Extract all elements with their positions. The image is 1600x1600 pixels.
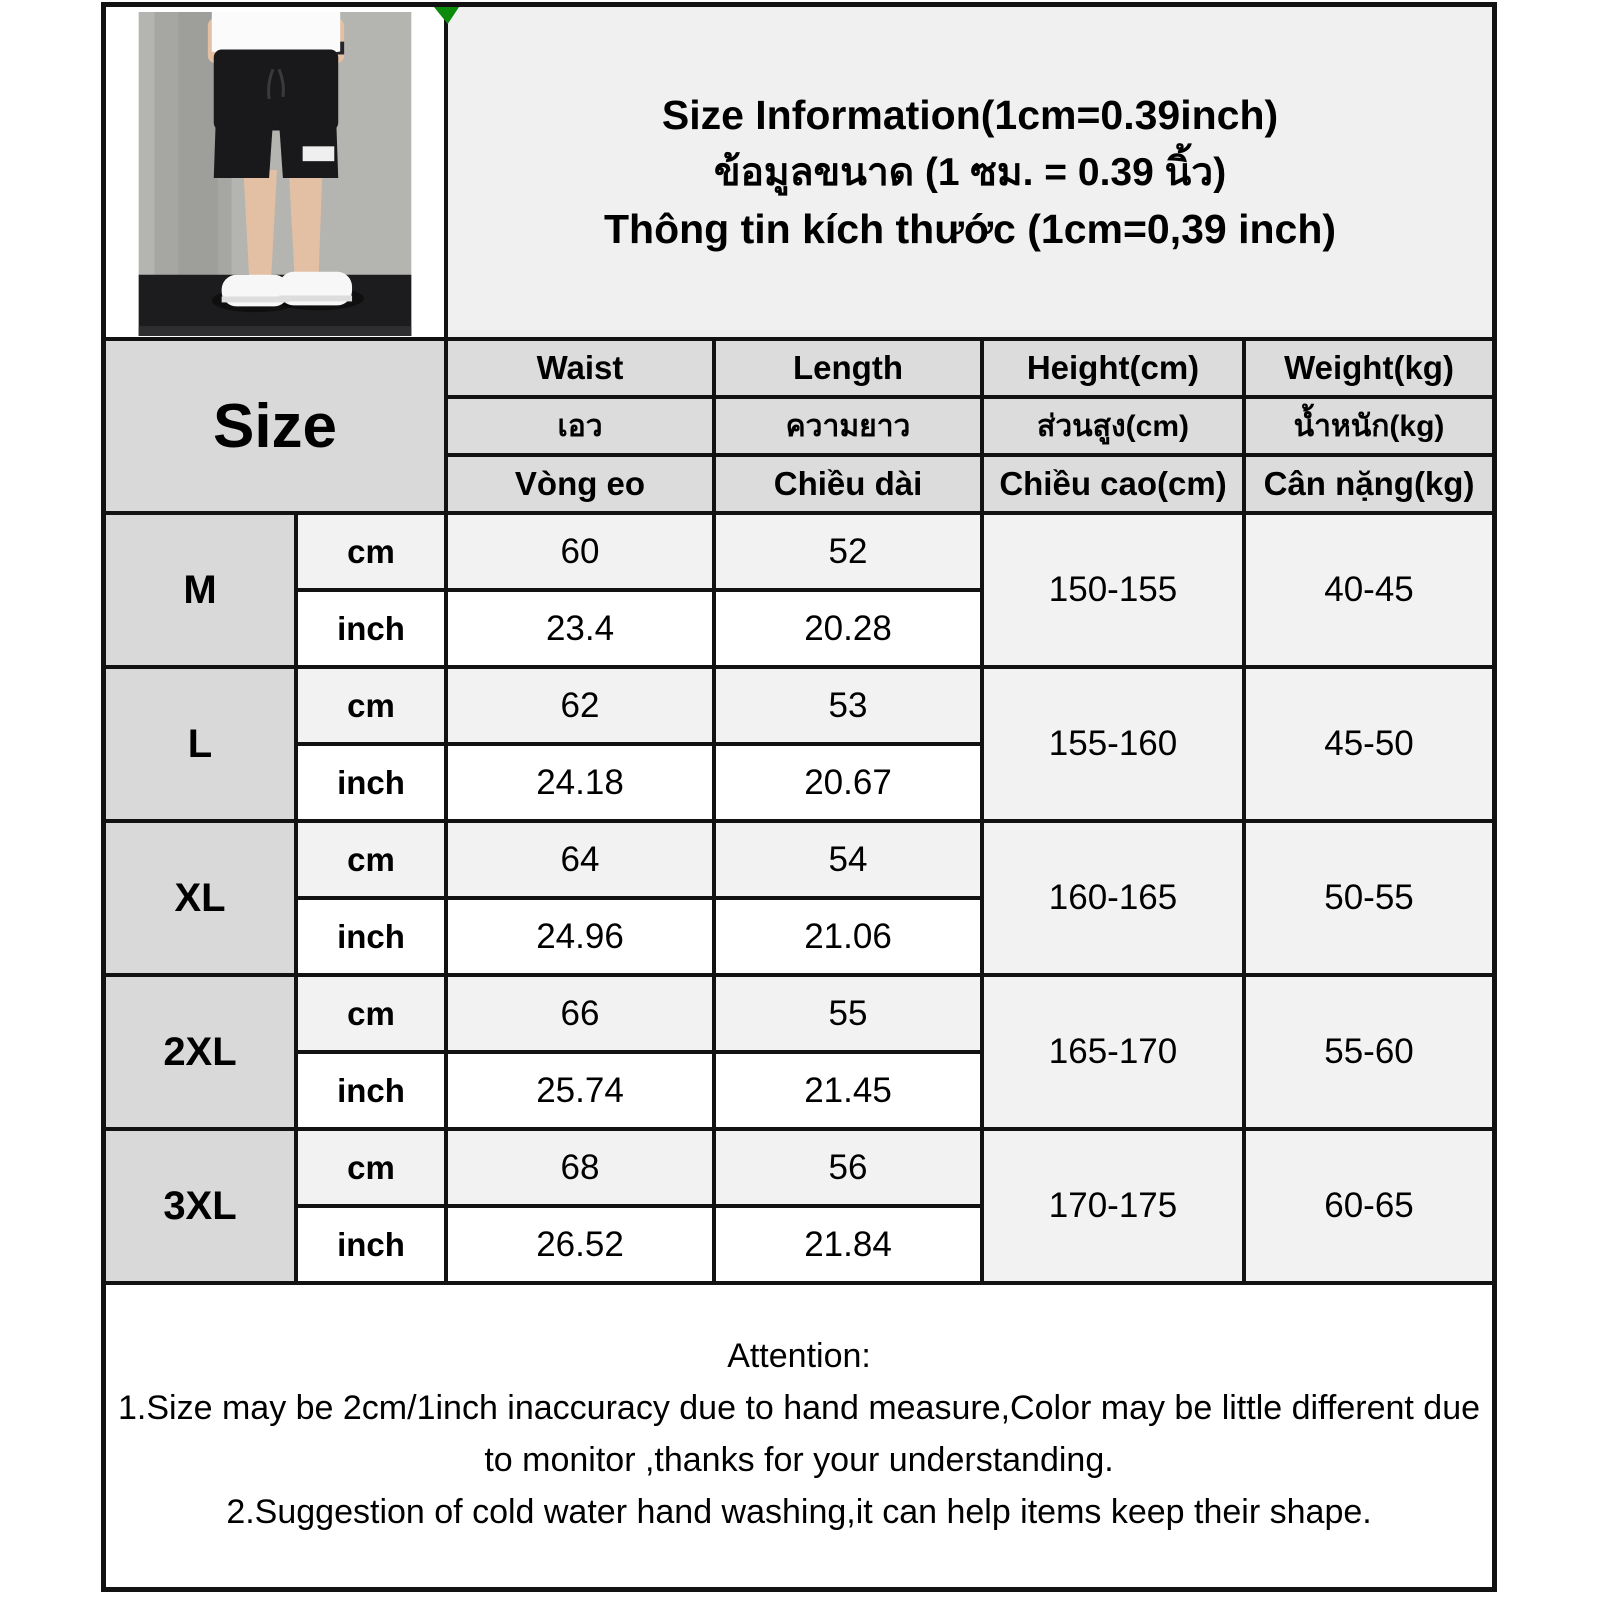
unit-inch: inch xyxy=(296,898,446,975)
attention-note-2: 2.Suggestion of cold water hand washing,it can help items keep their shape. xyxy=(226,1493,1372,1531)
waist-cm-value: 62 xyxy=(446,667,714,744)
unit-cm: cm xyxy=(296,975,446,1052)
weight-range-value: 45-50 xyxy=(1244,667,1492,821)
waist-header-th: เอว xyxy=(446,397,714,455)
attention-notes xyxy=(106,1283,1492,1583)
table-row-3xl-cm xyxy=(106,1129,1492,1206)
size-chart-sheet xyxy=(101,2,1497,1592)
length-inch-value: 20.28 xyxy=(714,590,982,667)
length-cm-value: 55 xyxy=(714,975,982,1052)
attention-heading: Attention: xyxy=(727,1337,871,1375)
header-row-english xyxy=(106,339,1492,397)
top-section xyxy=(106,7,1492,339)
weight-range-value: 60-65 xyxy=(1244,1129,1492,1283)
weight-header-vi: Cân nặng(kg) xyxy=(1244,455,1492,513)
waist-inch-value: 26.52 xyxy=(446,1206,714,1283)
length-header-vi: Chiều dài xyxy=(714,455,982,513)
height-range-value: 170-175 xyxy=(982,1129,1244,1283)
length-cm-value: 56 xyxy=(714,1129,982,1206)
table-row-xl-cm xyxy=(106,821,1492,898)
unit-inch: inch xyxy=(296,1206,446,1283)
title-vietnamese: Thông tin kích thước (1cm=0,39 inch) xyxy=(604,205,1337,252)
product-photo-cell xyxy=(106,7,446,339)
waist-cm-value: 64 xyxy=(446,821,714,898)
length-cm-value: 52 xyxy=(714,513,982,590)
waist-inch-value: 24.18 xyxy=(446,744,714,821)
weight-header-en: Weight(kg) xyxy=(1244,339,1492,397)
height-range-value: 160-165 xyxy=(982,821,1244,975)
size-label-l: L xyxy=(106,667,296,821)
height-header-en: Height(cm) xyxy=(982,339,1244,397)
table-row-m-cm xyxy=(106,513,1492,590)
height-range-value: 155-160 xyxy=(982,667,1244,821)
product-photo xyxy=(137,12,413,336)
weight-range-value: 40-45 xyxy=(1244,513,1492,667)
length-cm-value: 53 xyxy=(714,667,982,744)
weight-range-value: 55-60 xyxy=(1244,975,1492,1129)
title-block xyxy=(446,7,1492,339)
length-inch-value: 21.84 xyxy=(714,1206,982,1283)
length-inch-value: 21.45 xyxy=(714,1052,982,1129)
unit-cm: cm xyxy=(296,1129,446,1206)
waist-cm-value: 68 xyxy=(446,1129,714,1206)
unit-cm: cm xyxy=(296,513,446,590)
unit-cm: cm xyxy=(296,821,446,898)
waist-inch-value: 25.74 xyxy=(446,1052,714,1129)
size-corner-header: Size xyxy=(106,339,446,513)
attention-section xyxy=(106,1283,1492,1583)
length-cm-value: 54 xyxy=(714,821,982,898)
size-label-2xl: 2XL xyxy=(106,975,296,1129)
product-photo-illustration xyxy=(137,12,413,336)
unit-cm: cm xyxy=(296,667,446,744)
waist-cm-value: 66 xyxy=(446,975,714,1052)
table-row-l-cm xyxy=(106,667,1492,744)
waist-inch-value: 24.96 xyxy=(446,898,714,975)
height-header-th: ส่วนสูง(cm) xyxy=(982,397,1244,455)
length-inch-value: 21.06 xyxy=(714,898,982,975)
unit-inch: inch xyxy=(296,1052,446,1129)
waist-header-vi: Vòng eo xyxy=(446,455,714,513)
unit-inch: inch xyxy=(296,744,446,821)
size-label-m: M xyxy=(106,513,296,667)
height-range-value: 165-170 xyxy=(982,975,1244,1129)
height-header-vi: Chiều cao(cm) xyxy=(982,455,1244,513)
length-inch-value: 20.67 xyxy=(714,744,982,821)
length-header-en: Length xyxy=(714,339,982,397)
weight-range-value: 50-55 xyxy=(1244,821,1492,975)
title-thai: ข้อมูลขนาด (1 ซม. = 0.39 นิ้ว) xyxy=(713,150,1227,194)
length-header-th: ความยาว xyxy=(714,397,982,455)
waist-cm-value: 60 xyxy=(446,513,714,590)
size-chart-table xyxy=(106,7,1492,1583)
unit-inch: inch xyxy=(296,590,446,667)
weight-header-th: น้ำหนัก(kg) xyxy=(1244,397,1492,455)
waist-header-en: Waist xyxy=(446,339,714,397)
table-row-2xl-cm xyxy=(106,975,1492,1052)
attention-note-1: 1.Size may be 2cm/1inch inaccuracy due to hand measure,Color may be little different due to monitor ,thanks for your understanding. xyxy=(118,1389,1481,1479)
title-english: Size Information(1cm=0.39inch) xyxy=(661,91,1279,138)
height-range-value: 150-155 xyxy=(982,513,1244,667)
size-label-xl: XL xyxy=(106,821,296,975)
size-label-3xl: 3XL xyxy=(106,1129,296,1283)
waist-inch-value: 23.4 xyxy=(446,590,714,667)
